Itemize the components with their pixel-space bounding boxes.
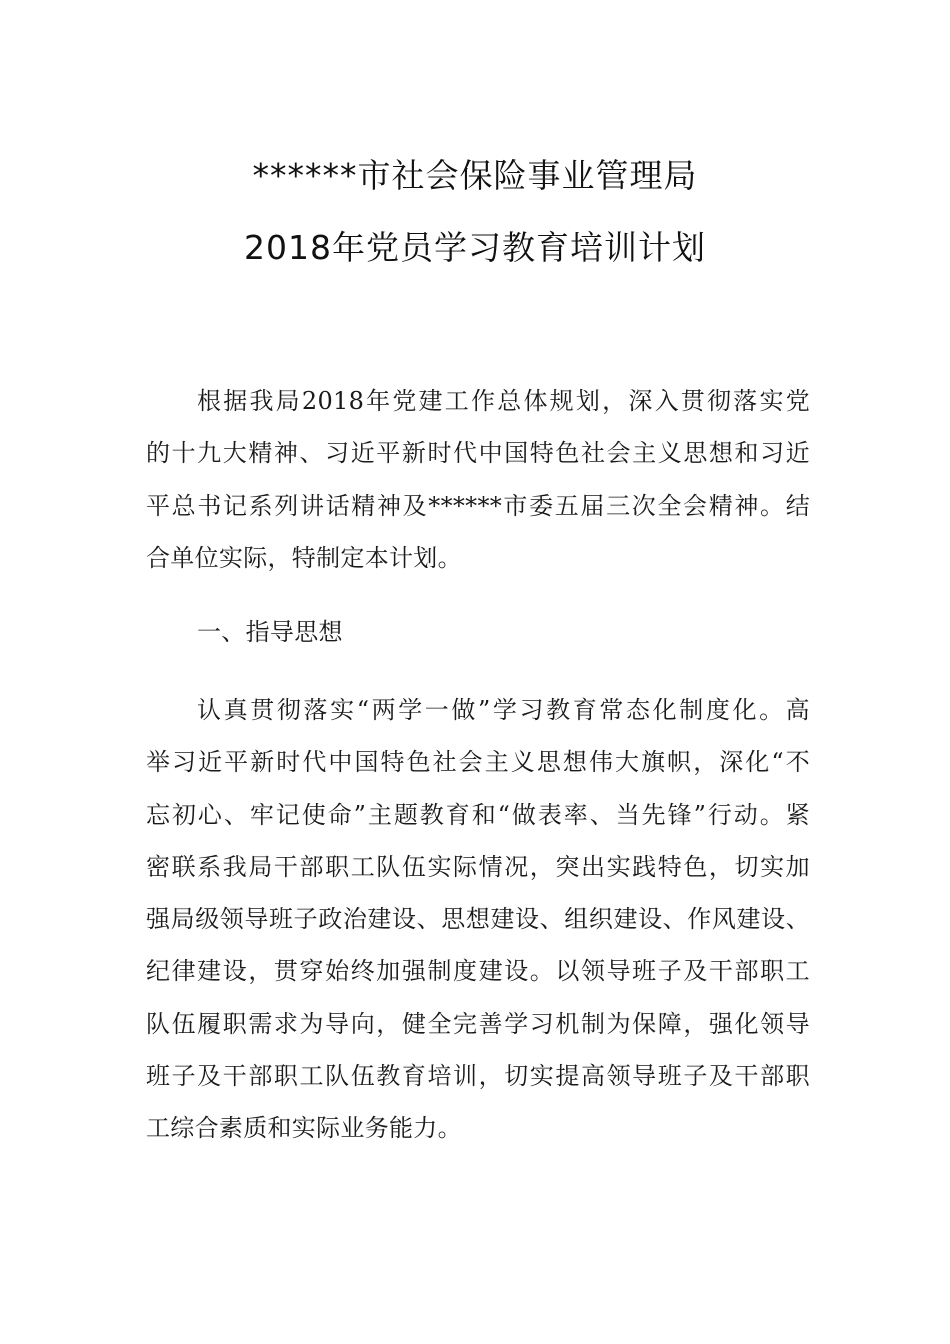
section-one-line: 队伍履职需求为导向，健全完善学习机制为保障，强化领导 xyxy=(146,1009,810,1038)
document-title-line2: 2018年党员学习教育培训计划 xyxy=(244,228,706,267)
intro-line: 根据我局2018年党建工作总体规划，深入贯彻落实党 xyxy=(197,387,810,415)
section-one-heading: 一、指导思想 xyxy=(197,618,343,646)
intro-line: 合单位实际，特制定本计划。 xyxy=(146,543,462,572)
section-one-paragraph xyxy=(146,684,810,1155)
section-one-line: 工综合素质和实际业务能力。 xyxy=(146,1114,462,1143)
document-title-line1: ******市社会保险事业管理局 xyxy=(252,156,698,195)
section-one-line: 纪律建设，贯穿始终加强制度建设。以领导班子及干部职工 xyxy=(146,957,810,986)
intro-line: 的十九大精神、习近平新时代中国特色社会主义思想和习近 xyxy=(146,439,810,468)
section-one-line: 班子及干部职工队伍教育培训，切实提高领导班子及干部职 xyxy=(146,1062,810,1091)
section-one-line: 强局级领导班子政治建设、思想建设、组织建设、作风建设、 xyxy=(146,905,810,934)
intro-line: 平总书记系列讲话精神及******市委五届三次全会精神。结 xyxy=(146,491,810,520)
intro-paragraph xyxy=(146,375,810,584)
section-one-line: 认真贯彻落实“两学一做”学习教育常态化制度化。高 xyxy=(197,696,810,724)
section-heading xyxy=(146,606,810,658)
section-one-line: 忘初心、牢记使命”主题教育和“做表率、当先锋”行动。紧 xyxy=(146,800,810,829)
section-one-line: 举习近平新时代中国特色社会主义思想伟大旗帜，深化“不 xyxy=(146,748,810,777)
section-one-line: 密联系我局干部职工队伍实际情况，突出实践特色，切实加 xyxy=(146,852,810,881)
